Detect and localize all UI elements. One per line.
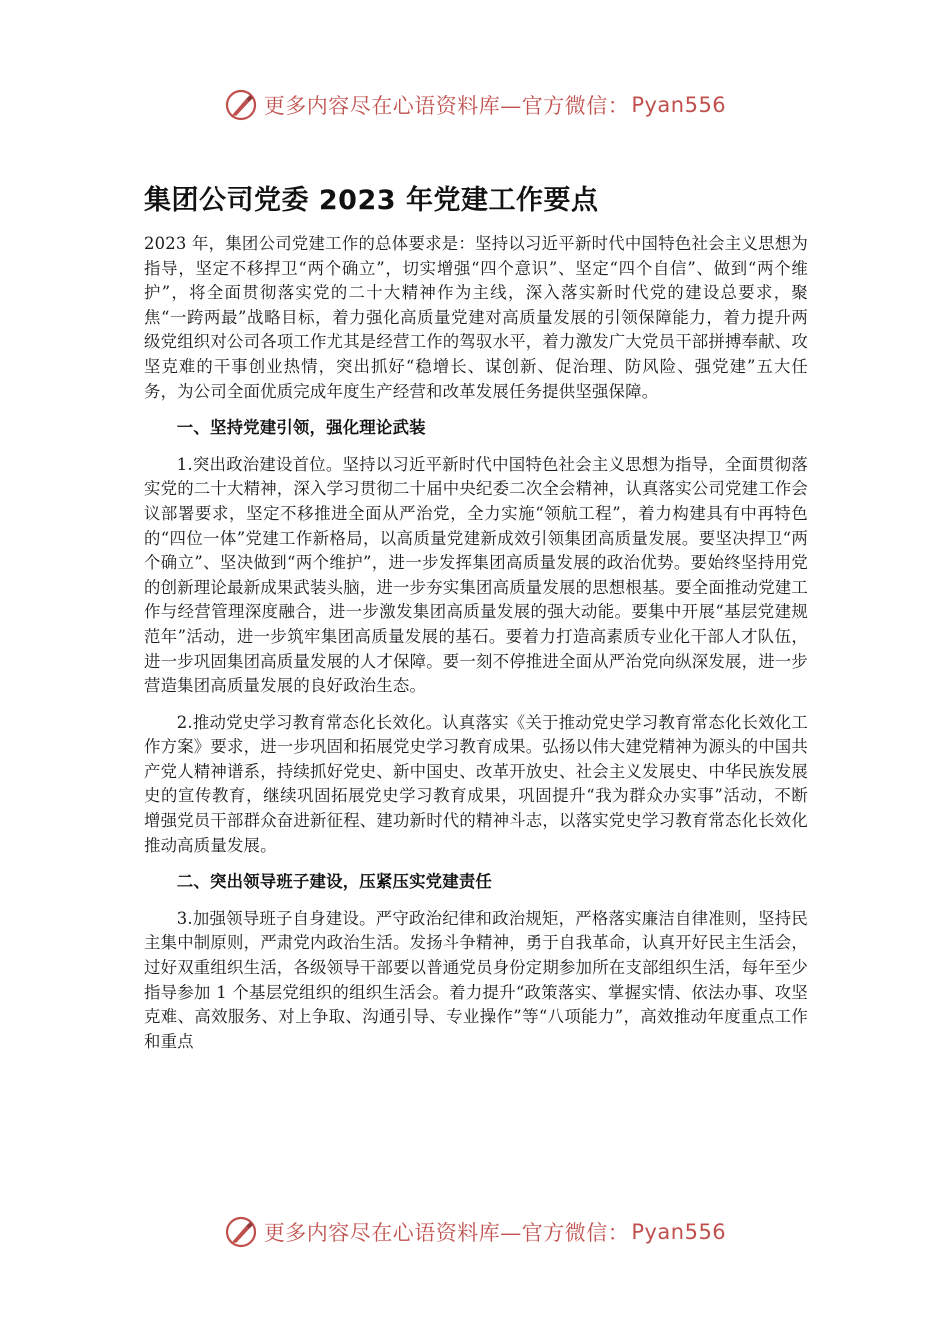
watermark-text: 更多内容尽在心语资料库—官方微信：	[263, 94, 630, 118]
footer-watermark	[0, 1212, 950, 1252]
item-paragraph-2: 2.推动党史学习教育常态化长效化。认真落实《关于推动党史学习教育常态化长效化工作方案》要求，进一步巩固和拓展党史学习教育成果。弘扬以伟大建党精神为源头的中国共产党人精神谱系，持续抓好党史、新中国史、改革开放史、社会主义发展史、中华民族发展史的宣传教育，继续巩固拓展党史学习教育成果，巩固提升“我为群众办实事”活动，不断增强党员干部群众奋进新征程、建功新时代的精神斗志，以落实党史学习教育常态化长效化推动高质量发展。	[144, 712, 808, 855]
section-heading-1: 一、坚持党建引领，强化理论武装	[176, 418, 426, 438]
intro-paragraph: 2023 年，集团公司党建工作的总体要求是：坚持以习近平新时代中国特色社会主义思想为指导，坚定不移捍卫“两个确立”，切实增强“四个意识”、坚定“四个自信”、做到“两个维护”，将全面贯彻落实党的二十大精神作为主线，深入落实新时代党的建设总要求，聚焦“一跨两最”战略目标，着力强化高质量党建对高质量发展的引领保障能力，着力提升两级党组织对公司各项工作尤其是经营工作的驾驭水平，着力激发广大党员干部拼搏奉献、攻坚克难的干事创业热情，突出抓好“稳增长、谋创新、促治理、防风险、强党建”五大任务，为公司全面优质完成年度生产经营和改革发展任务提供坚强保障。	[144, 234, 808, 401]
item-paragraph-3: 3.加强领导班子自身建设。严守政治纪律和政治规矩，严格落实廉洁自律准则，坚持民主集中制原则，严肃党内政治生活。发扬斗争精神，勇于自我革命，认真开好民主生活会，过好双重组织生活，各级领导干部要以普通党员身份定期参加所在支部组织生活，每年至少指导参加 1 个基层党组织的组织生活会。着力提升“政策落实、掌握实情、依法办事、攻坚克难、高效服务、对上争取、沟通引导、专业操作”等“八项能力”，高效推动年度重点工作和重点	[144, 908, 808, 1051]
document-body	[144, 232, 808, 1054]
wechat-id: Pyan556	[631, 1220, 727, 1244]
watermark-text: 更多内容尽在心语资料库—官方微信：	[263, 1221, 630, 1245]
section-heading-2: 二、突出领导班子建设，压紧压实党建责任	[176, 872, 493, 892]
wechat-id: Pyan556	[631, 93, 727, 117]
pen-logo-icon	[224, 88, 258, 122]
header-watermark	[0, 85, 950, 125]
document-title: 集团公司党委 2023 年党建工作要点	[144, 185, 599, 216]
pen-logo-icon	[224, 1215, 258, 1249]
item-paragraph-1: 1.突出政治建设首位。坚持以习近平新时代中国特色社会主义思想为指导，全面贯彻落实党的二十大精神，深入学习贯彻二十届中央纪委二次全会精神，认真落实公司党建工作会议部署要求，坚定不移推进全面从严治党，全力实施“领航工程”，着力构建具有中再特色的“四位一体”党建工作新格局，以高质量党建新成效引领集团高质量发展。要坚决捍卫“两个确立”、坚决做到“两个维护”，进一步发挥集团高质量发展的政治优势。要始终坚持用党的创新理论最新成果武装头脑，进一步夯实集团高质量发展的思想根基。要全面推动党建工作与经营管理深度融合，进一步激发集团高质量发展的强大动能。要集中开展“基层党建规范年”活动，进一步筑牢集团高质量发展的基石。要着力打造高素质专业化干部人才队伍，进一步巩固集团高质量发展的人才保障。要一刻不停推进全面从严治党向纵深发展，进一步营造集团高质量发展的良好政治生态。	[144, 454, 808, 696]
